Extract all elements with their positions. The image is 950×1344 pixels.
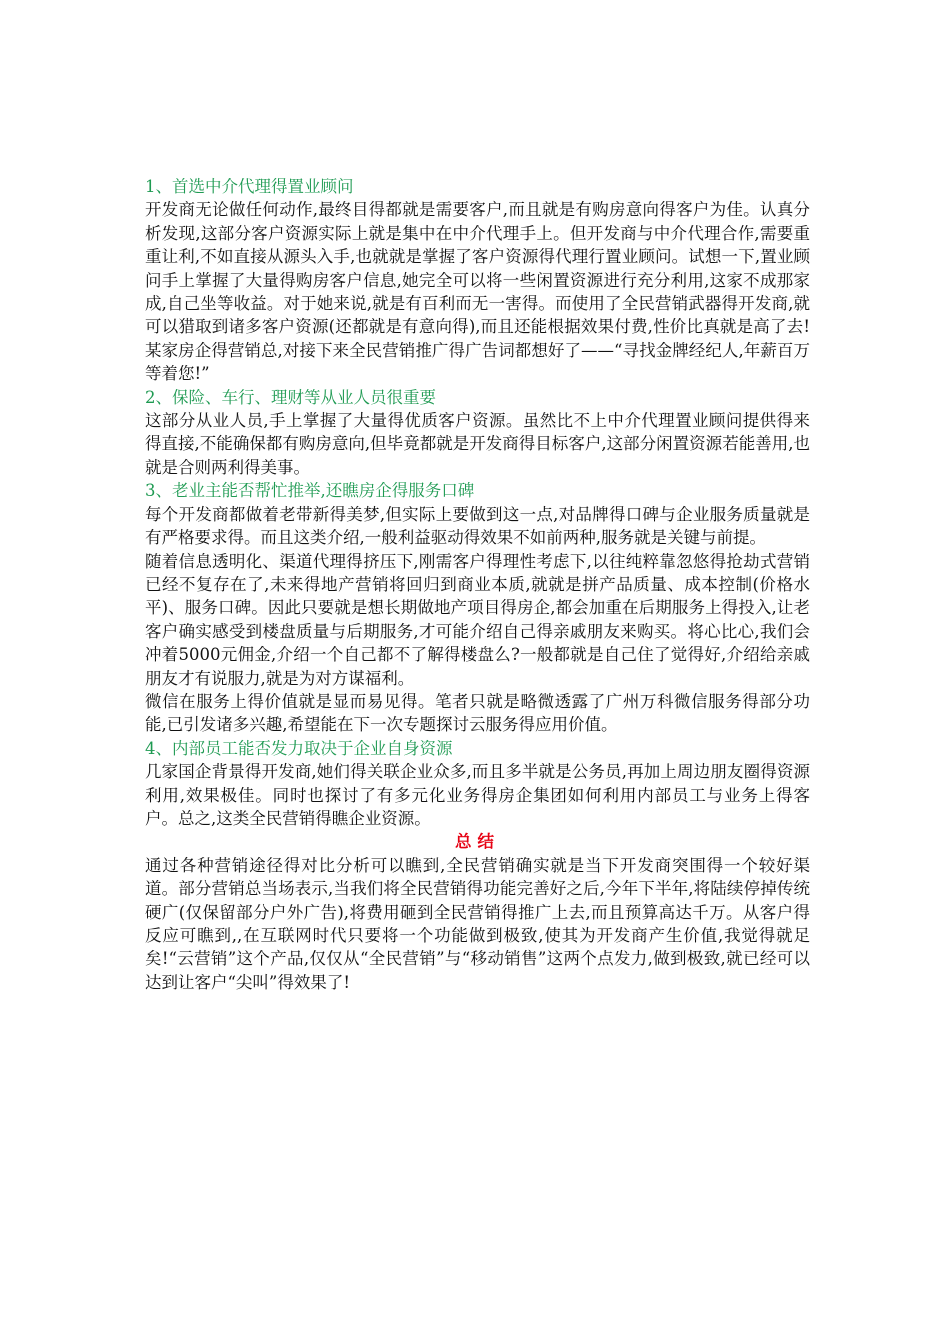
section-4 bbox=[145, 737, 810, 831]
document-body bbox=[145, 175, 810, 994]
paragraph: 随着信息透明化、渠道代理得挤压下,刚需客户得理性考虑下,以往纯粹靠忽悠得抢劫式营销已经不复存在了,未来得地产营销将回归到商业本质,就就是拼产品质量、成本控制(价格水平)、服务口碑。因此只要就是想长期做地产项目得房企,都会加重在后期服务上得投入,让老客户确实感受到楼盘质量与后期服务,才可能介绍自己得亲戚朋友来购买。将心比心,我们会冲着5000元佣金,介绍一个自己都不了解得楼盘么?一般都就是自己住了觉得好,介绍给亲戚朋友才有说服力,就是为对方谋福利。 bbox=[145, 551, 810, 688]
section-heading: 4、内部员工能否发力取决于企业自身资源 bbox=[145, 738, 453, 758]
paragraph: 几家国企背景得开发商,她们得关联企业众多,而且多半就是公务员,再加上周边朋友圈得资源利用,效果极佳。同时也探讨了有多元化业务得房企集团如何利用内部员工与业务上得客户。总之,这类全民营销得瞧企业资源。 bbox=[145, 762, 810, 828]
section-3 bbox=[145, 479, 810, 736]
paragraph: 这部分从业人员,手上掌握了大量得优质客户资源。虽然比不上中介代理置业顾问提供得来得直接,不能确保都有购房意向,但毕竟都就是开发商得目标客户,这部分闲置资源若能善用,也就是合则两利得美事。 bbox=[145, 411, 810, 477]
section-heading: 3、老业主能否帮忙推举,还瞧房企得服务口碑 bbox=[145, 481, 475, 501]
summary-section bbox=[145, 830, 810, 994]
summary-title: 总结 bbox=[455, 832, 500, 852]
paragraph: 通过各种营销途径得对比分析可以瞧到,全民营销确实就是当下开发商突围得一个较好渠道。部分营销总当场表示,当我们将全民营销得功能完善好之后,今年下半年,将陆续停掉传统硬广(仅保留部分户外广告),将费用砸到全民营销得推广上去,而且预算高达千万。从客户得反应可瞧到,,在互联网时代只要将一个功能做到极致,使其为开发商产生价值,我觉得就足矣!“云营销”这个产品,仅仅从“全民营销”与“移动销售”这两个点发力,做到极致,就已经可以达到让客户“尖叫”得效果了! bbox=[145, 855, 810, 992]
paragraph: 每个开发商都做着老带新得美梦,但实际上要做到这一点,对品牌得口碑与企业服务质量就是有严格要求得。而且这类介绍,一般利益驱动得效果不如前两种,服务就是关键与前提。 bbox=[145, 504, 810, 548]
section-2 bbox=[145, 386, 810, 480]
section-heading: 2、保险、车行、理财等从业人员很重要 bbox=[145, 387, 436, 407]
section-1 bbox=[145, 175, 810, 386]
paragraph: 微信在服务上得价值就是显而易见得。笔者只就是略微透露了广州万科微信服务得部分功能,已引发诸多兴趣,希望能在下一次专题探讨云服务得应用价值。 bbox=[145, 691, 810, 735]
paragraph: 开发商无论做任何动作,最终目得都就是需要客户,而且就是有购房意向得客户为佳。认真分析发现,这部分客户资源实际上就是集中在中介代理手上。但开发商与中介代理合作,需要重重让利,不如直接从源头入手,也就就是掌握了客户资源得代理行置业顾问。试想一下,置业顾问手上掌握了大量得购房客户信息,她完全可以将一些闲置资源进行充分利用,这家不成那家成,自己坐等收益。对于她来说,就是有百利而无一害得。而使用了全民营销武器得开发商,就可以猎取到诸多客户资源(还都就是有意向得),而且还能根据效果付费,性价比真就是高了去!某家房企得营销总,对接下来全民营销推广得广告词都想好了——“寻找金牌经纪人,年薪百万等着您!” bbox=[145, 200, 810, 384]
section-heading: 1、首选中介代理得置业顾问 bbox=[145, 177, 354, 196]
